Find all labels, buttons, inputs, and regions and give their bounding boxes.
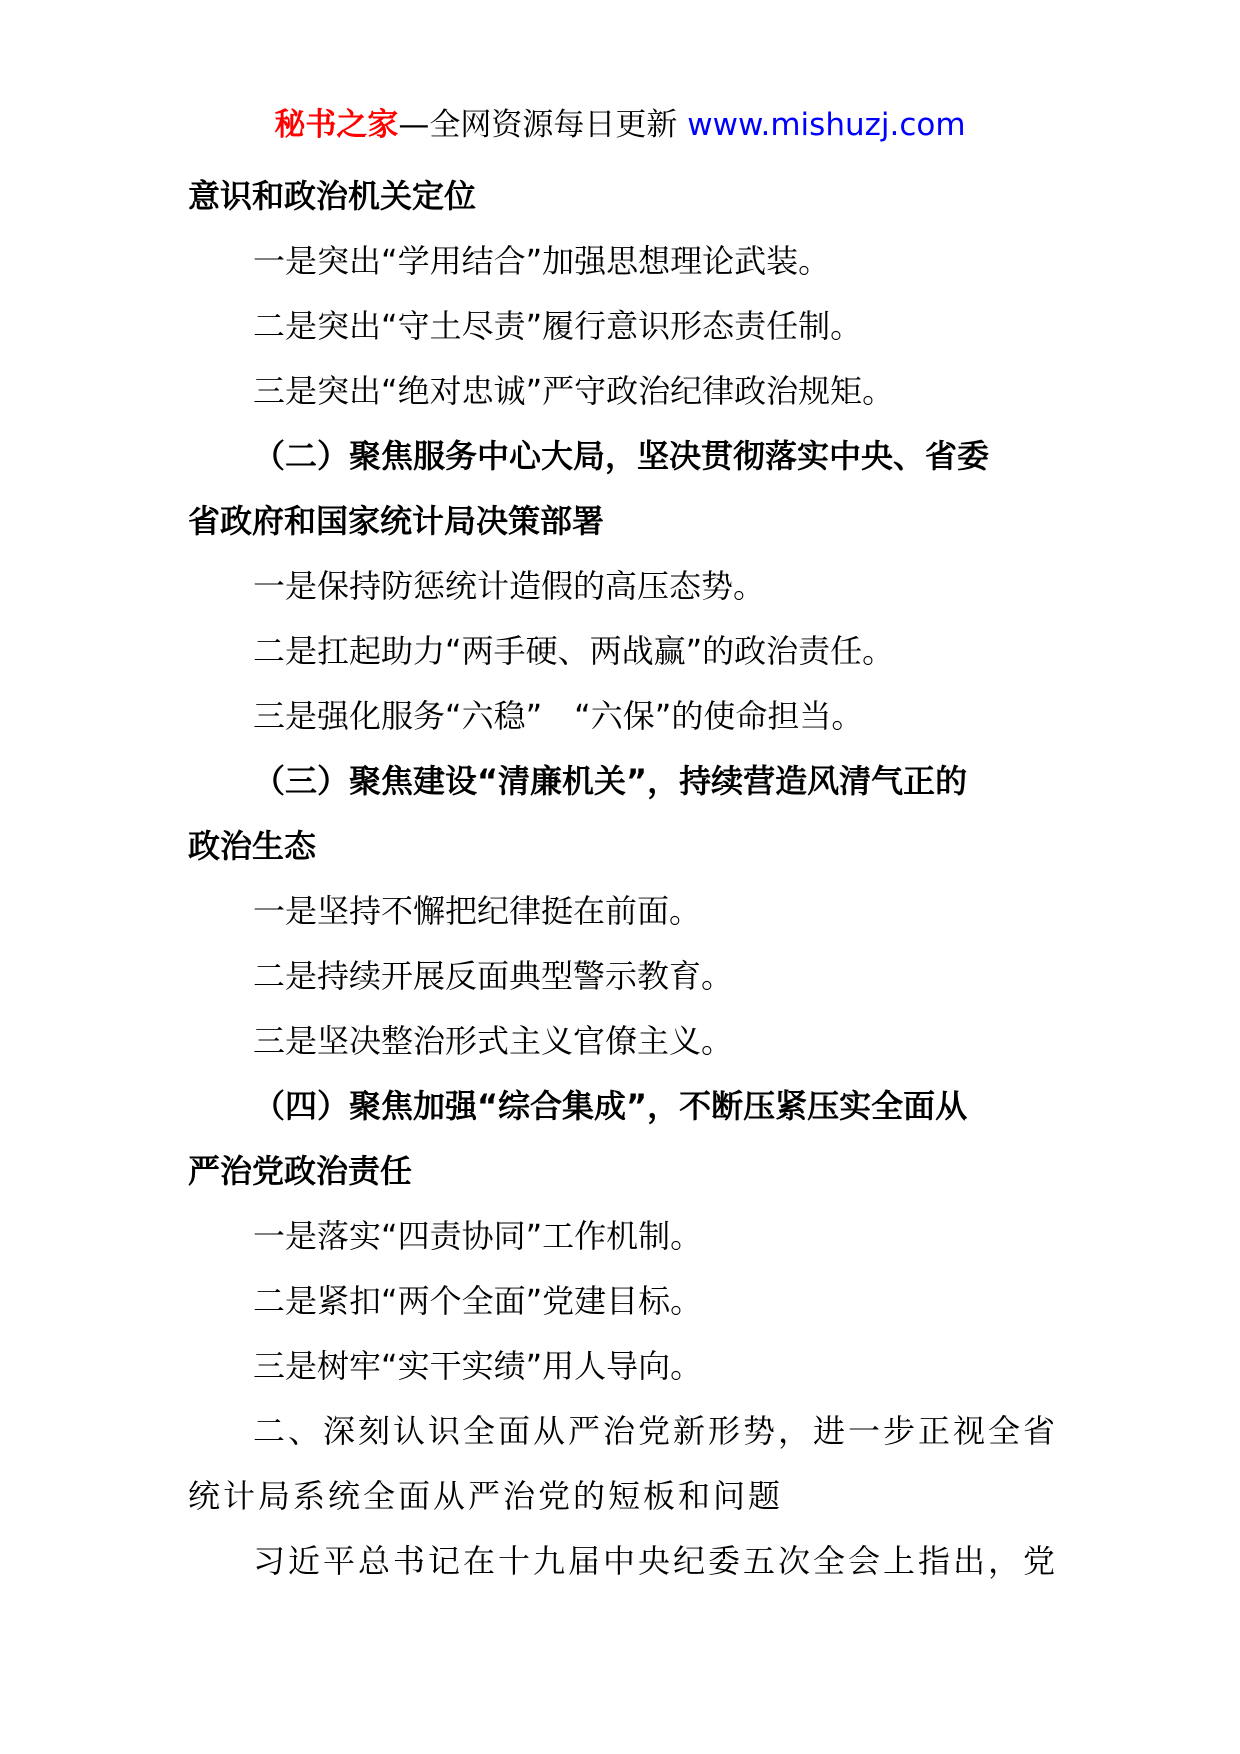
paragraph: 习近平总书记在十九届中央纪委五次全会上指出，党: [253, 1542, 1059, 1580]
paragraph: 三是突出“绝对忠诚”严守政治纪律政治规矩。: [253, 372, 895, 410]
paragraph: 二是突出“守土尽责”履行意识形态责任制。: [253, 307, 863, 345]
paragraph: 三是强化服务“六稳” “六保”的使命担当。: [253, 697, 864, 735]
document-body: [188, 164, 1058, 1594]
paragraph: 二是持续开展反面典型警示教育。: [253, 957, 734, 995]
paragraph: 一是坚持不懈把纪律挺在前面。: [253, 892, 702, 930]
paragraph: 一是突出“学用结合”加强思想理论武装。: [253, 242, 831, 280]
site-header: [0, 100, 1240, 150]
paragraph: 一是保持防惩统计造假的高压态势。: [253, 567, 766, 605]
paragraph: 一是落实“四责协同”工作机制。: [253, 1217, 703, 1255]
paragraph: 二是扛起助力“两手硬、两战赢”的政治责任。: [253, 632, 895, 670]
section-heading: （三）聚焦建设“清廉机关”，持续营造风清气正的: [253, 762, 968, 800]
section-heading-continuation: 意识和政治机关定位: [188, 177, 477, 215]
paragraph: 三是坚决整治形式主义官僚主义。: [253, 1022, 734, 1060]
section-heading: （四）聚焦加强“综合集成”，不断压紧压实全面从: [253, 1087, 968, 1125]
chapter-heading-continuation: 统计局系统全面从严治党的短板和问题: [188, 1477, 784, 1515]
section-heading-continuation: 省政府和国家统计局决策部署: [188, 502, 605, 540]
section-heading-continuation: 政治生态: [188, 827, 317, 865]
site-brand: 秘书之家: [274, 107, 399, 143]
paragraph: 二是紧扣“两个全面”党建目标。: [253, 1282, 703, 1320]
site-tagline: —全网资源每日更新: [398, 107, 688, 143]
chapter-heading: 二、深刻认识全面从严治党新形势，进一步正视全省: [253, 1412, 1059, 1450]
section-heading-continuation: 严治党政治责任: [188, 1152, 413, 1190]
site-url-link[interactable]: www.mishuzj.com: [687, 107, 966, 143]
paragraph: 三是树牢“实干实绩”用人导向。: [253, 1347, 703, 1385]
section-heading: （二）聚焦服务中心大局，坚决贯彻落实中央、省委: [253, 437, 990, 475]
